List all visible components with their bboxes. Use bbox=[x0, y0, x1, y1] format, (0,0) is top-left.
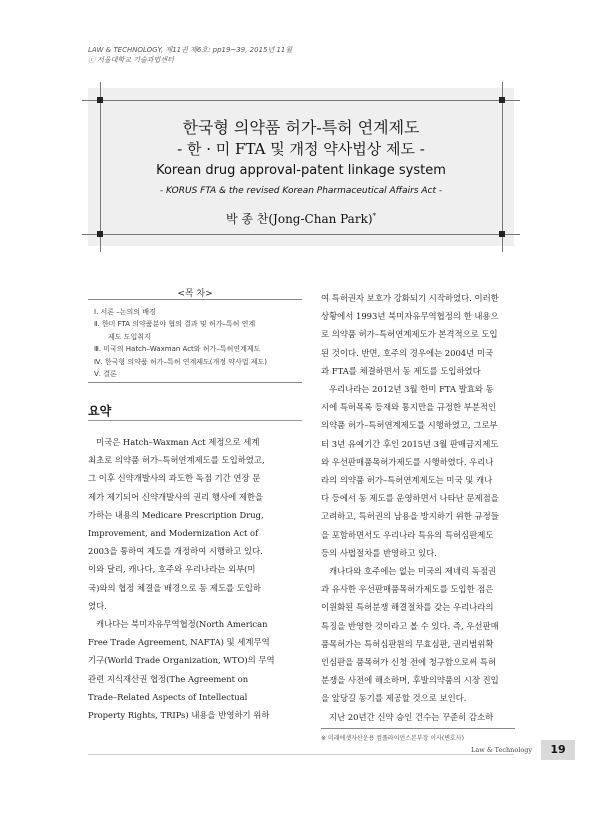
text-line: 지난 20년간 신약 승인 건수는 꾸준히 감소하 bbox=[329, 711, 494, 722]
footer-journal-name: Law & Technology bbox=[471, 746, 533, 754]
text-line: 와 우선판매품목허가제도를 시행하였다. 우리나 bbox=[321, 456, 494, 467]
title-english-main: Korean drug approval-patent linkage system bbox=[156, 163, 446, 178]
author-footnote-mark: * bbox=[372, 212, 377, 220]
text-line: 여 특허권자 보호가 강화되기 시작하였다. 이러한 bbox=[321, 293, 499, 303]
title-korean-main: 한국형 의약품 허가-특허 연계제도 bbox=[182, 118, 420, 137]
text-line: 을 포함하면서도 우리나라 특유의 특허심판제도 bbox=[321, 529, 494, 540]
text-line: 이원화된 특허분쟁 해결절차를 갖는 우리나라의 bbox=[321, 602, 494, 613]
toc-item: 제도 도입취지 bbox=[108, 332, 151, 341]
text-line: 로 의약품 허가–특허연계제도가 본격적으로 도입 bbox=[321, 329, 498, 340]
toc-heading: <목 차> bbox=[177, 289, 213, 299]
journal-copyright: ⓒ 서울대학교 기술과법센터 bbox=[88, 56, 174, 64]
text-line: 캐나다와 호주에는 없는 미국의 제네릭 독점권 bbox=[329, 566, 497, 577]
corner-square-icon bbox=[499, 231, 505, 237]
footnote-divider bbox=[321, 728, 515, 729]
text-line: 을 앞당길 동기를 제공할 것으로 보인다. bbox=[321, 693, 467, 704]
title-korean-sub: - 한 · 미 FTA 및 개정 약사법상 제도 - bbox=[177, 140, 425, 158]
page-number: 19 bbox=[541, 740, 575, 760]
text-line: 분쟁을 사전에 해소하며, 후발의약품의 시장 진입 bbox=[321, 675, 499, 686]
abstract-heading: 요약 bbox=[88, 404, 112, 418]
toc-item: Ⅳ. 한국형 의약품 허가–특허 연계제도(개정 약사법 제도) bbox=[94, 357, 267, 366]
text-line: 과 유사한 우선판매품목허가제도를 도입한 점은 bbox=[321, 584, 494, 595]
text-line: 기구(World Trade Organization, WTO)의 무역 bbox=[88, 655, 275, 666]
title-english-sub: - KORUS FTA & the revised Korean Pharmaceutical Affairs Act - bbox=[159, 186, 443, 196]
text-line: 제가 제기되어 신약개발사의 권리 행사에 제한을 bbox=[88, 491, 264, 502]
toc-item: Ⅲ. 미국의 Hatch–Waxman Act와 허가–특허연계제도 bbox=[94, 345, 261, 354]
author bbox=[88, 210, 514, 227]
toc-item: Ⅱ. 한미 FTA 의약품분야 협의 결과 및 허가–특허 연계 bbox=[94, 320, 256, 329]
abstract-divider bbox=[88, 420, 302, 421]
text-line: 이와 달리, 캐나다, 호주와 우리나라는 외부(미 bbox=[88, 564, 256, 575]
text-line: 과 FTA를 체결하면서 동 제도를 도입하였다 bbox=[321, 365, 481, 376]
text-line: 국)와의 협정 체결을 배경으로 동 제도를 도입하 bbox=[88, 582, 261, 593]
abstract-right-column bbox=[321, 289, 515, 726]
frame-line-bottom bbox=[82, 234, 520, 235]
text-line: 특징을 반영한 것이라고 볼 수 있다. 즉, 우선판매 bbox=[321, 620, 499, 631]
text-line: Free Trade Agreement, NAFTA) 및 세계무역 bbox=[88, 637, 270, 648]
journal-meta bbox=[88, 45, 292, 65]
text-line: 의약품 허가–특허연계제도를 시행하였고, 그로부 bbox=[321, 420, 498, 431]
text-line: 등의 사법절차를 반영하고 있다. bbox=[321, 547, 437, 558]
text-line: 다 등에서 동 제도를 운영하면서 나타난 문제점을 bbox=[321, 493, 499, 504]
text-line: 라의 의약품 허가–특허연계제도는 미국 및 캐나 bbox=[321, 475, 493, 486]
corner-square-icon bbox=[499, 97, 505, 103]
toc-item: Ⅰ. 서론 –논의의 배경 bbox=[94, 308, 156, 316]
footer-rule bbox=[88, 754, 514, 755]
text-line: 였다. bbox=[88, 600, 107, 611]
author-name: 박 종 찬(Jong-Chan Park) bbox=[225, 212, 373, 226]
text-line: Property Rights, TRIPs) 내용을 반영하기 위하 bbox=[88, 710, 270, 721]
text-line: 그 이후 신약개발사의 과도한 독점 기간 연장 문 bbox=[88, 473, 261, 484]
toc-item: Ⅴ. 결론 bbox=[94, 370, 117, 379]
text-line: 시에 특허목록 등재와 통지만을 규정한 부분적인 bbox=[321, 402, 497, 413]
text-line: 2003을 통하여 제도를 개정하여 시행하고 있다. bbox=[88, 546, 263, 557]
toc-list bbox=[94, 306, 300, 380]
text-line: 터 3년 유예기간 후인 2015년 3월 판매금지제도 bbox=[321, 438, 499, 449]
abstract-left-column bbox=[88, 433, 302, 724]
text-line: 가하는 내용의 Medicare Prescription Drug, bbox=[88, 509, 264, 520]
text-line: 품목허가는 특허심판원의 무효심판, 권리범위확 bbox=[321, 638, 494, 649]
text-line: 캐나다는 북미자유무역협정(North American bbox=[96, 619, 268, 630]
footnote: ※ 미래에셋자산운용 컴플라이언스본부장 이사(변호사) bbox=[321, 735, 464, 742]
text-line: 된 것이다. 반면, 호주의 경우에는 2004년 미국 bbox=[321, 347, 494, 358]
text-line: Trade–Related Aspects of Intellectual bbox=[88, 691, 248, 702]
text-line: Improvement, and Modernization Act of bbox=[88, 528, 259, 539]
text-line: 인심판을 품목허가 신청 전에 청구함으로써 특허 bbox=[321, 657, 497, 668]
text-line: 고려하고, 특허권의 남용을 방지하기 위한 규정들 bbox=[321, 511, 499, 522]
corner-square-icon bbox=[97, 231, 103, 237]
journal-citation: LAW & TECHNOLOGY, 제11권 제6호: pp19~39, 2015년 11월 bbox=[88, 46, 293, 54]
frame-line-top bbox=[82, 100, 520, 101]
corner-square-icon bbox=[97, 97, 103, 103]
text-line: 상황에서 1993년 북미자유무역협정의 한 내용으 bbox=[321, 311, 499, 322]
text-line: 우리나라는 2012년 3월 한미 FTA 발효와 동 bbox=[329, 384, 494, 395]
text-line: 관련 지식재산권 협정(The Agreement on bbox=[88, 673, 249, 684]
text-line: 최초로 의약품 허가–특허연계제도를 도입하였고, bbox=[88, 455, 265, 466]
text-line: 미국은 Hatch–Waxman Act 제정으로 세계 bbox=[96, 437, 260, 447]
toc-divider-top bbox=[88, 299, 302, 300]
toc-divider-bottom bbox=[88, 382, 302, 383]
